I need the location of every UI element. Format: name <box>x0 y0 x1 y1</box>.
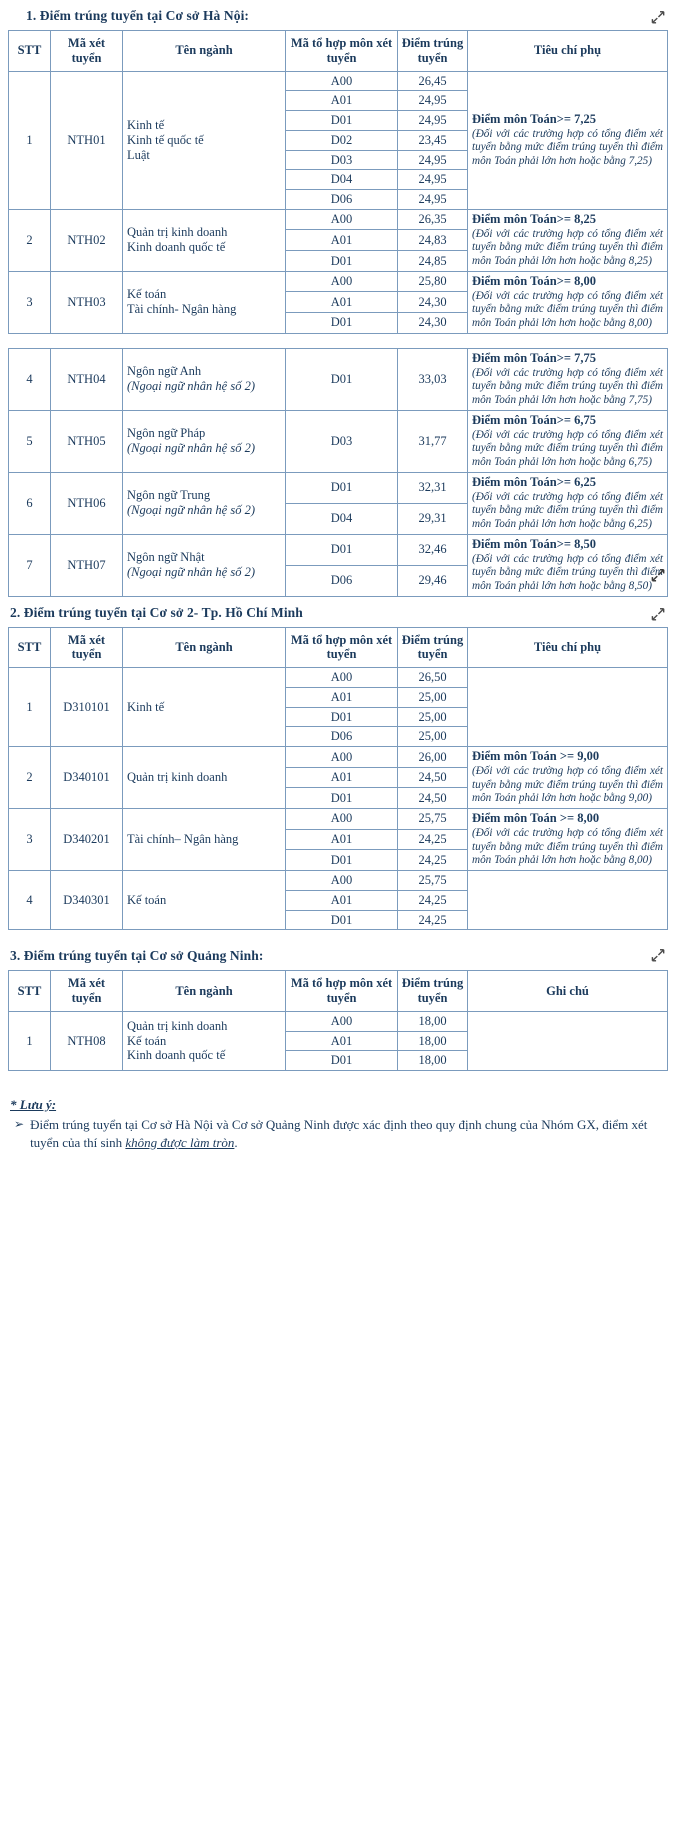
cell-admission-code: NTH07 <box>51 534 123 596</box>
cell-subject-combo: A00 <box>286 1011 398 1031</box>
major-line: Kinh tế quốc tế <box>127 132 204 147</box>
cell-benchmark-score: 25,00 <box>398 687 468 707</box>
cell-subject-combo: D01 <box>286 472 398 503</box>
cell-subject-combo: A01 <box>286 687 398 707</box>
cell-benchmark-score: 25,75 <box>398 871 468 891</box>
criteria-body: (Đối với các trường hợp có tổng điểm xét tuyển bằng mức điểm trúng tuyển thì điểm môn Toán phải lớn hơn hoặc bằng 9,00) <box>472 765 663 805</box>
cell-extra-criteria <box>468 809 668 871</box>
col-combo: Mã tổ hợp môn xét tuyển <box>286 627 398 668</box>
section-2-heading: 2. Điểm trúng tuyển tại Cơ sở 2- Tp. Hồ Chí Minh <box>10 604 303 620</box>
expand-arrow-icon[interactable] <box>651 10 665 24</box>
cell-stt: 1 <box>9 71 51 209</box>
table-header-row <box>9 31 668 72</box>
col-code: Mã xét tuyển <box>51 971 123 1012</box>
cell-benchmark-score: 29,46 <box>398 565 468 596</box>
cell-major-name <box>123 1011 286 1070</box>
cell-admission-code: NTH04 <box>51 348 123 410</box>
col-score: Điểm trúng tuyển <box>398 31 468 72</box>
cell-subject-combo: D04 <box>286 170 398 190</box>
cell-subject-combo: A00 <box>286 271 398 292</box>
cell-benchmark-score: 31,77 <box>398 410 468 472</box>
major-line: Quản trị kinh doanh <box>127 1018 228 1033</box>
col-criteria: Tiêu chí phụ <box>468 627 668 668</box>
cell-subject-combo: D06 <box>286 190 398 210</box>
cell-subject-combo: D02 <box>286 130 398 150</box>
cell-major-name <box>123 747 286 809</box>
footnote-text-part1: Điểm trúng tuyển tại Cơ sở Hà Nội và Cơ sở Quảng Ninh được xác định theo quy định chung của Nhóm GX, điểm xét tuyển của thí sinh <box>30 1117 648 1150</box>
major-line: Ngôn ngữ Trung <box>127 488 211 503</box>
cell-admission-code: NTH01 <box>51 71 123 209</box>
col-stt: STT <box>9 627 51 668</box>
cell-stt: 1 <box>9 668 51 747</box>
cell-subject-combo: D03 <box>286 410 398 472</box>
footnote-block <box>10 1097 665 1152</box>
cell-major-name <box>123 410 286 472</box>
footnote-title: * Lưu ý: <box>10 1097 57 1112</box>
cell-subject-combo: A01 <box>286 1031 398 1051</box>
cell-benchmark-score: 26,35 <box>398 209 468 230</box>
cell-subject-combo: D06 <box>286 727 398 747</box>
table-row <box>9 809 668 830</box>
major-line-italic: (Ngoại ngữ nhân hệ số 2) <box>127 565 255 580</box>
cell-benchmark-score: 24,85 <box>398 251 468 272</box>
cell-subject-combo: D01 <box>286 850 398 871</box>
cell-subject-combo: A01 <box>286 767 398 788</box>
cell-admission-code: NTH03 <box>51 271 123 333</box>
cell-stt: 6 <box>9 472 51 534</box>
table-quangninh <box>8 970 668 1071</box>
cell-benchmark-score: 25,75 <box>398 809 468 830</box>
cell-stt: 4 <box>9 348 51 410</box>
expand-arrow-icon-4[interactable] <box>651 948 665 962</box>
cell-benchmark-score: 18,00 <box>398 1051 468 1071</box>
cell-subject-combo: A00 <box>286 209 398 230</box>
cell-subject-combo: A01 <box>286 91 398 111</box>
cell-subject-combo: D01 <box>286 111 398 131</box>
cell-benchmark-score: 24,95 <box>398 170 468 190</box>
criteria-title: Điểm môn Toán>= 8,25 <box>472 211 596 226</box>
cell-major-name <box>123 71 286 209</box>
col-code: Mã xét tuyển <box>51 627 123 668</box>
cell-major-name <box>123 668 286 747</box>
major-line: Luật <box>127 147 150 162</box>
cell-major-name <box>123 809 286 871</box>
cell-benchmark-score: 24,25 <box>398 890 468 910</box>
cell-subject-combo: A01 <box>286 829 398 850</box>
major-line: Quản trị kinh doanh <box>127 770 228 785</box>
table-row <box>9 1011 668 1031</box>
table-row <box>9 209 668 230</box>
cell-extra-criteria <box>468 209 668 271</box>
table-row <box>9 472 668 503</box>
cell-subject-combo: D01 <box>286 313 398 334</box>
cell-benchmark-score: 24,50 <box>398 767 468 788</box>
cell-stt: 2 <box>9 209 51 271</box>
cell-subject-combo: A00 <box>286 668 398 688</box>
major-line: Kinh doanh quốc tế <box>127 1048 226 1063</box>
cell-extra-criteria <box>468 271 668 333</box>
table-row <box>9 747 668 768</box>
major-line: Kế toán <box>127 892 167 907</box>
criteria-title: Điểm môn Toán >= 9,00 <box>472 749 600 764</box>
col-combo: Mã tổ hợp môn xét tuyển <box>286 31 398 72</box>
major-line: Ngôn ngữ Pháp <box>127 426 206 441</box>
cell-benchmark-score: 26,50 <box>398 668 468 688</box>
col-major: Tên ngành <box>123 31 286 72</box>
footnote-text-emphasis: không được làm tròn <box>125 1134 235 1150</box>
cell-subject-combo: D01 <box>286 1051 398 1071</box>
cell-benchmark-score: 24,25 <box>398 850 468 871</box>
cell-benchmark-score: 33,03 <box>398 348 468 410</box>
cell-subject-combo: D03 <box>286 150 398 170</box>
criteria-body: (Đối với các trường hợp có tổng điểm xét tuyển bằng mức điểm trúng tuyển thì điểm môn Toán phải lớn hơn hoặc bằng 8,50) <box>472 552 663 592</box>
criteria-title: Điểm môn Toán>= 7,75 <box>472 350 596 365</box>
cell-subject-combo: A01 <box>286 292 398 313</box>
cell-subject-combo: D01 <box>286 707 398 727</box>
cell-major-name <box>123 472 286 534</box>
table-header-row <box>9 627 668 668</box>
cell-benchmark-score: 32,31 <box>398 472 468 503</box>
cell-benchmark-score: 24,95 <box>398 150 468 170</box>
cell-stt: 3 <box>9 809 51 871</box>
major-line: Ngôn ngữ Nhật <box>127 550 205 565</box>
cell-subject-combo: A00 <box>286 747 398 768</box>
cell-subject-combo: D01 <box>286 251 398 272</box>
cell-benchmark-score: 18,00 <box>398 1031 468 1051</box>
cell-benchmark-score: 26,00 <box>398 747 468 768</box>
major-line: Ngôn ngữ Anh <box>127 364 202 379</box>
cell-admission-code: D340101 <box>51 747 123 809</box>
col-major: Tên ngành <box>123 627 286 668</box>
section-1-heading: 1. Điểm trúng tuyển tại Cơ sở Hà Nội: <box>26 8 250 23</box>
cell-subject-combo: D06 <box>286 565 398 596</box>
cell-extra-criteria <box>468 410 668 472</box>
cell-subject-combo: D01 <box>286 788 398 809</box>
section-hanoi <box>0 0 675 597</box>
cell-benchmark-score: 24,25 <box>398 829 468 850</box>
cell-major-name <box>123 271 286 333</box>
cell-subject-combo: D01 <box>286 910 398 930</box>
cell-benchmark-score: 24,50 <box>398 788 468 809</box>
cell-admission-code: D310101 <box>51 668 123 747</box>
cell-major-name <box>123 534 286 596</box>
cell-extra-criteria <box>468 747 668 809</box>
criteria-title: Điểm môn Toán>= 6,75 <box>472 412 596 427</box>
section-hcm <box>0 597 675 931</box>
criteria-body: (Đối với các trường hợp có tổng điểm xét tuyển bằng mức điểm trúng tuyển thì điểm môn Toán phải lớn hơn hoặc bằng 8,00) <box>472 827 663 867</box>
criteria-title: Điểm môn Toán >= 8,00 <box>472 811 600 826</box>
cell-extra-criteria <box>468 348 668 410</box>
cell-stt: 3 <box>9 271 51 333</box>
cell-benchmark-score: 24,95 <box>398 111 468 131</box>
cell-benchmark-score: 32,46 <box>398 534 468 565</box>
table-hcm <box>8 627 668 931</box>
cell-benchmark-score: 25,00 <box>398 727 468 747</box>
cell-subject-combo: A00 <box>286 871 398 891</box>
footnote-item <box>10 1116 665 1152</box>
cell-benchmark-score: 24,83 <box>398 230 468 251</box>
cell-benchmark-score: 18,00 <box>398 1011 468 1031</box>
cell-extra-criteria <box>468 1011 668 1070</box>
table-row <box>9 668 668 688</box>
cell-stt: 4 <box>9 871 51 930</box>
footnote-text <box>30 1116 665 1152</box>
cell-stt: 1 <box>9 1011 51 1070</box>
criteria-title: Điểm môn Toán>= 7,25 <box>472 111 596 126</box>
cell-subject-combo: A00 <box>286 71 398 91</box>
criteria-body: (Đối với các trường hợp có tổng điểm xét tuyển bằng mức điểm trúng tuyển thì điểm môn Toán phải lớn hơn hoặc bằng 7,75) <box>472 366 663 406</box>
major-line: Tài chính- Ngân hàng <box>127 302 237 317</box>
major-line: Kế toán <box>127 287 167 302</box>
criteria-title: Điểm môn Toán>= 8,50 <box>472 536 596 551</box>
cell-benchmark-score: 24,30 <box>398 292 468 313</box>
criteria-title: Điểm môn Toán>= 8,00 <box>472 273 596 288</box>
cell-extra-criteria <box>468 472 668 534</box>
criteria-body: (Đối với các trường hợp có tổng điểm xét tuyển bằng mức điểm trúng tuyển thì điểm môn Toán phải lớn hơn hoặc bằng 8,25) <box>472 227 663 268</box>
cell-subject-combo: A01 <box>286 890 398 910</box>
cell-admission-code: NTH06 <box>51 472 123 534</box>
cell-extra-criteria <box>468 534 668 596</box>
cell-stt: 7 <box>9 534 51 596</box>
major-line: Tài chính– Ngân hàng <box>127 832 239 847</box>
table-hanoi-part1 <box>8 30 668 334</box>
cell-stt: 2 <box>9 747 51 809</box>
cell-admission-code: NTH05 <box>51 410 123 472</box>
major-line: Kinh tế <box>127 118 165 132</box>
col-score: Điểm trúng tuyển <box>398 627 468 668</box>
criteria-body: (Đối với các trường hợp có tổng điểm xét tuyển bằng mức điểm trúng tuyển thì điểm môn Toán phải lớn hơn hoặc bằng 8,00) <box>472 289 663 330</box>
major-line-italic: (Ngoại ngữ nhân hệ số 2) <box>127 441 255 456</box>
expand-arrow-icon-2[interactable] <box>651 568 665 582</box>
cell-benchmark-score: 25,00 <box>398 707 468 727</box>
section-3-heading: 3. Điểm trúng tuyển tại Cơ sở Quảng Ninh: <box>10 948 264 964</box>
criteria-body: (Đối với các trường hợp có tổng điểm xét tuyển bằng mức điểm trúng tuyển thì điểm môn Toán phải lớn hơn hoặc bằng 6,75) <box>472 428 663 468</box>
major-line-italic: (Ngoại ngữ nhân hệ số 2) <box>127 379 255 394</box>
cell-extra-criteria <box>468 71 668 209</box>
col-stt: STT <box>9 31 51 72</box>
table-row <box>9 410 668 472</box>
table-row <box>9 348 668 410</box>
col-note: Ghi chú <box>468 971 668 1012</box>
section-quangninh <box>0 930 675 1071</box>
cell-major-name <box>123 871 286 930</box>
cell-subject-combo: D01 <box>286 534 398 565</box>
criteria-title: Điểm môn Toán>= 6,25 <box>472 474 596 489</box>
table-row <box>9 534 668 565</box>
cell-stt: 5 <box>9 410 51 472</box>
major-line-italic: (Ngoại ngữ nhân hệ số 2) <box>127 503 255 518</box>
expand-arrow-icon-3[interactable] <box>651 607 665 621</box>
criteria-body: (Đối với các trường hợp có tổng điểm xét tuyển bằng mức điểm trúng tuyển thì điểm môn Toán phải lớn hơn hoặc bằng 7,25) <box>472 127 663 167</box>
table-hanoi-part2 <box>8 348 668 597</box>
table-row <box>9 271 668 292</box>
cell-subject-combo: A00 <box>286 809 398 830</box>
major-line: Kinh doanh quốc tế <box>127 240 226 255</box>
cell-benchmark-score: 24,25 <box>398 910 468 930</box>
col-score: Điểm trúng tuyển <box>398 971 468 1012</box>
cell-benchmark-score: 26,45 <box>398 71 468 91</box>
table-row <box>9 71 668 91</box>
col-major: Tên ngành <box>123 971 286 1012</box>
major-line: Quản trị kinh doanh <box>127 225 228 240</box>
footnote-text-part2: . <box>234 1134 238 1150</box>
cell-admission-code: D340301 <box>51 871 123 930</box>
cell-admission-code: NTH08 <box>51 1011 123 1070</box>
cell-benchmark-score: 24,95 <box>398 190 468 210</box>
cell-major-name <box>123 209 286 271</box>
table-row <box>9 871 668 891</box>
cell-benchmark-score: 24,95 <box>398 91 468 111</box>
cell-benchmark-score: 25,80 <box>398 271 468 292</box>
cell-extra-criteria <box>468 668 668 747</box>
cell-admission-code: NTH02 <box>51 209 123 271</box>
col-code: Mã xét tuyển <box>51 31 123 72</box>
cell-subject-combo: D01 <box>286 348 398 410</box>
arrow-bullet-icon: ➢ <box>14 1117 25 1131</box>
cell-subject-combo: D04 <box>286 503 398 534</box>
cell-benchmark-score: 29,31 <box>398 503 468 534</box>
cell-benchmark-score: 23,45 <box>398 130 468 150</box>
major-line: Kinh tế <box>127 699 165 714</box>
major-line: Kế toán <box>127 1033 167 1048</box>
table-header-row <box>9 971 668 1012</box>
cell-major-name <box>123 348 286 410</box>
cell-benchmark-score: 24,30 <box>398 313 468 334</box>
cell-admission-code: D340201 <box>51 809 123 871</box>
criteria-body: (Đối với các trường hợp có tổng điểm xét tuyển bằng mức điểm trúng tuyển thì điểm môn Toán phải lớn hơn hoặc bằng 6,25) <box>472 490 663 530</box>
cell-extra-criteria <box>468 871 668 930</box>
cell-subject-combo: A01 <box>286 230 398 251</box>
col-combo: Mã tổ hợp môn xét tuyển <box>286 971 398 1012</box>
col-stt: STT <box>9 971 51 1012</box>
col-criteria: Tiêu chí phụ <box>468 31 668 72</box>
